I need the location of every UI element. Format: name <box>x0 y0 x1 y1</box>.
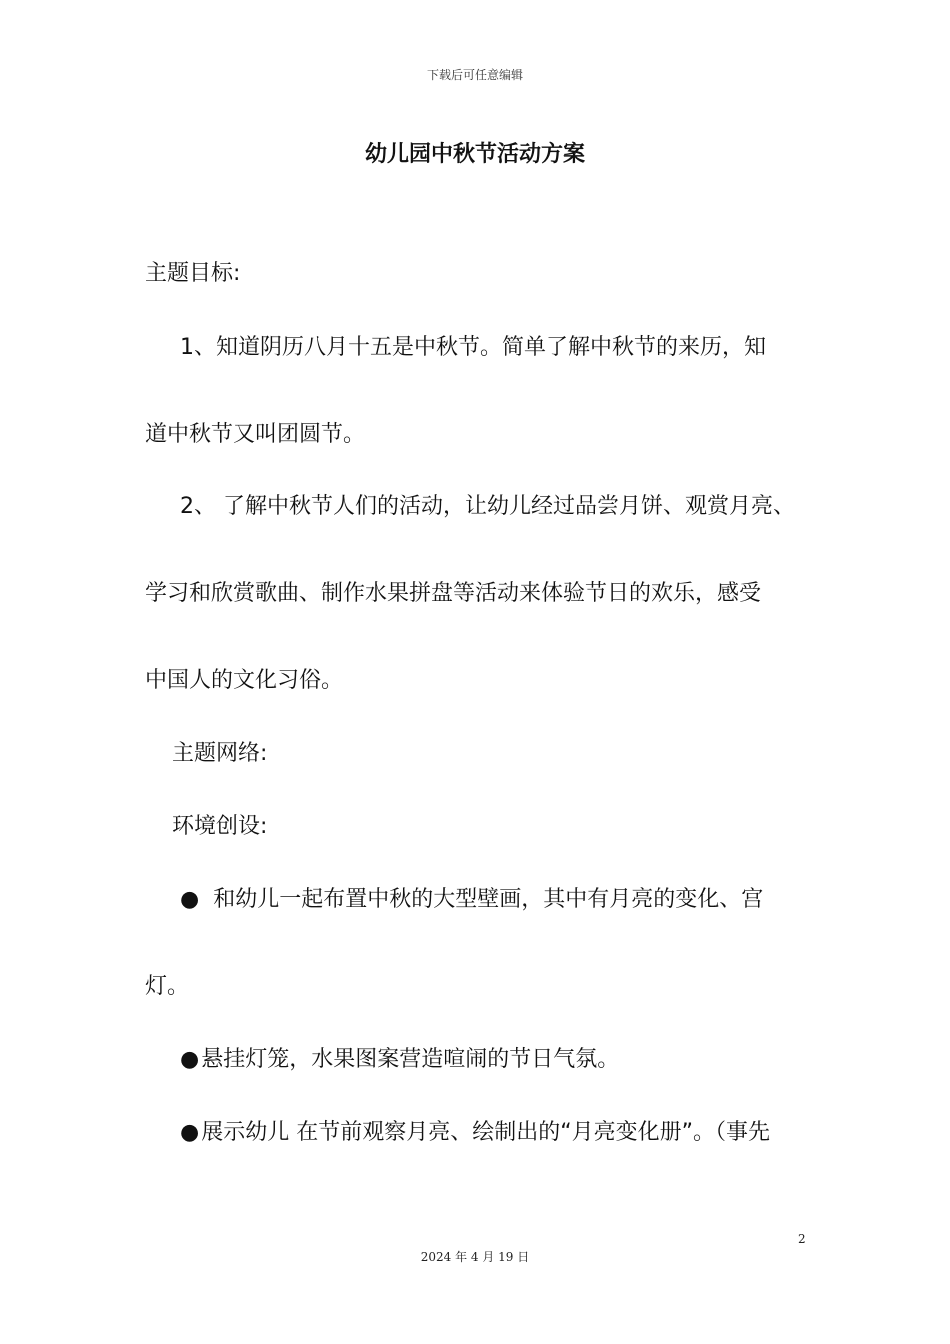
bullet-1-line-1: 和幼儿一起布置中秋的大型壁画，其中有月亮的变化、宫 <box>213 887 764 912</box>
header-note: 下载后可任意编辑 <box>426 68 523 82</box>
document-title: 幼儿园中秋节活动方案 <box>364 142 585 167</box>
environment-label: 环境创设: <box>172 814 268 839</box>
theme-goal-label: 主题目标: <box>145 261 241 286</box>
goal-2-line-3: 中国人的文化习俗。 <box>145 668 344 693</box>
goal-1-line-1: 1、知道阴历八月十五是中秋节。简单了解中秋节的来历，知 <box>180 335 766 360</box>
bullet-3-text: 展示幼儿 在节前观察月亮、绘制出的“月亮变化册”。（事先 <box>201 1120 770 1145</box>
footer-date: 2024 年 4 月 19 日 <box>420 1250 530 1264</box>
goal-2-line-2: 学习和欣赏歌曲、制作水果拼盘等活动来体验节日的欢乐，感受 <box>145 581 762 606</box>
goal-1-line-2: 道中秋节又叫团圆节。 <box>145 422 366 447</box>
bullet-icon: ● <box>180 1120 200 1145</box>
bullet-item-1 <box>180 885 763 915</box>
bullet-item-2 <box>180 1045 619 1075</box>
bullet-icon: ● <box>180 887 200 912</box>
page-number: 2 <box>798 1232 806 1246</box>
goal-2-line-1: 2、 了解中秋节人们的活动，让幼儿经过品尝月饼、观赏月亮、 <box>180 494 795 519</box>
bullet-1-line-2: 灯。 <box>145 974 190 999</box>
theme-network-label: 主题网络: <box>172 741 268 766</box>
bullet-2-text: 悬挂灯笼，水果图案营造喧闹的节日气氛。 <box>201 1047 620 1072</box>
bullet-icon: ● <box>180 1047 200 1072</box>
bullet-item-3 <box>180 1118 770 1148</box>
